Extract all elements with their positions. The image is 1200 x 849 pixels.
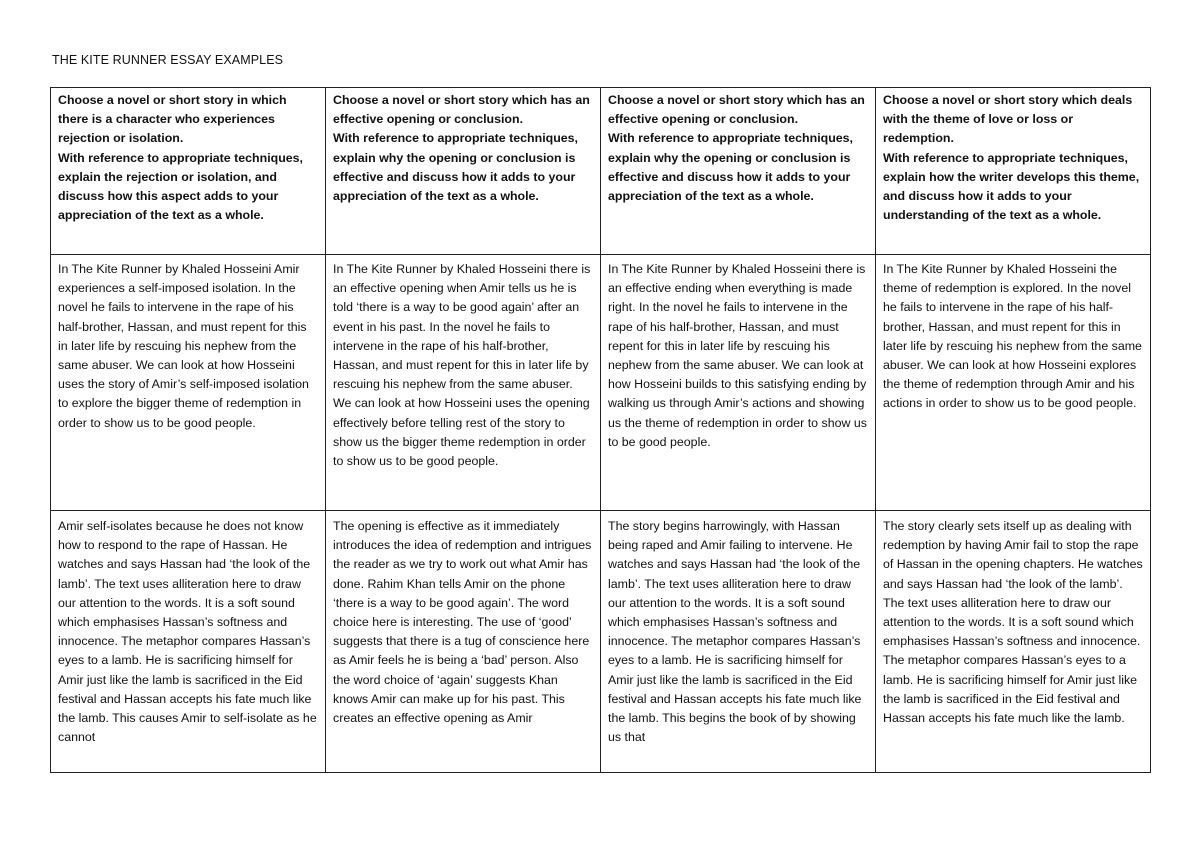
table-cell-prompt xyxy=(51,88,326,255)
prompt-text: Choose a novel or short story which has an effective opening or conclusion. With reference to appropriate techniques, explain why the opening or conclusion is effective and discuss how it adds to your appreciation of the text as a whole. xyxy=(333,93,590,204)
table-cell-introduction xyxy=(326,255,601,511)
analysis-text: The opening is effective as it immediately introduces the idea of redemption and intrigues the reader as we try to work out what Amir has done. Rahim Khan tells Amir on the phone ‘there is a way to be good again’. The word choice here is interesting. The use of ‘good’ suggests that there is a tug of conscience here as Amir feels he is being a ‘bad’ person. Also the word choice of ‘again’ suggests Khan knows Amir can make up for his past. This creates an effective opening as Amir xyxy=(333,519,592,726)
table-row-introductions xyxy=(51,255,1151,511)
table-cell-analysis xyxy=(601,511,876,773)
analysis-text: The story begins harrowingly, with Hassan being raped and Amir failing to intervene. He watches and says Hassan had ‘the look of the lamb’. The text uses alliteration here to draw our attention to the words. It is a soft sound which emphasises Hassan’s softness and innocence. The metaphor compares Hassan’s eyes to a lamb. He is sacrificing himself for Amir just like the lamb is sacrificed in the Eid festival and Hassan accepts his fate much like the lamb. This begins the book of by showing us that xyxy=(608,519,862,745)
table-cell-prompt xyxy=(876,88,1151,255)
table-cell-analysis xyxy=(51,511,326,773)
analysis-text: Amir self-isolates because he does not know how to respond to the rape of Hassan. He watches and says Hassan had ‘the look of the lamb’. The text uses alliteration here to draw our attention to the words. It is a soft sound which emphasises Hassan’s softness and innocence. The metaphor compares Hassan’s eyes to a lamb. He is sacrificing himself for Amir just like the lamb is sacrificed in the Eid festival and Hassan accepts his fate much like the lamb. This causes Amir to self-isolate as he cannot xyxy=(58,519,317,745)
introduction-text: In The Kite Runner by Khaled Hosseini there is an effective ending when everything is made right. In the novel he fails to intervene in the rape of his half-brother, Hassan, and must repent for this in later life by rescuing his nephew from the same abuser. We can look at how Hosseini builds to this satisfying ending by walking us through Amir’s actions and showing us the theme of redemption in order to show us to be good people. xyxy=(608,262,867,449)
table-cell-introduction xyxy=(51,255,326,511)
prompt-text: Choose a novel or short story which has an effective opening or conclusion. With reference to appropriate techniques, explain why the opening or conclusion is effective and discuss how it adds to your appreciation of the text as a whole. xyxy=(608,93,865,204)
document-title: THE KITE RUNNER ESSAY EXAMPLES xyxy=(52,53,284,67)
table-cell-analysis xyxy=(326,511,601,773)
analysis-text: The story clearly sets itself up as dealing with redemption by having Amir fail to stop the rape of Hassan in the opening chapters. He watches and says Hassan had ‘the look of the lamb’. The text uses alliteration here to draw our attention to the words. It is a soft sound which emphasises Hassan’s softness and innocence. The metaphor compares Hassan’s eyes to a lamb. He is sacrificing himself for Amir just like the lamb is sacrificed in the Eid festival and Hassan accepts his fate much like the lamb. xyxy=(883,519,1143,726)
table-cell-prompt xyxy=(326,88,601,255)
introduction-text: In The Kite Runner by Khaled Hosseini there is an effective opening when Amir tells us he is told ‘there is a way to be good again’ after an event in his past. In the novel he fails to intervene in the rape of his half-brother, Hassan, and must repent for this in later life by rescuing his nephew from the same abuser. We can look at how Hosseini uses the opening effectively before telling rest of the story to show us the bigger theme redemption in order to show us to be good people. xyxy=(333,262,591,469)
introduction-text: In The Kite Runner by Khaled Hosseini Amir experiences a self-imposed isolation. In the novel he fails to intervene in the rape of his half-brother, Hassan, and must repent for this in later life by rescuing his nephew from the same abuser. We can look at how Hosseini uses the story of Amir’s self-imposed isolation to explore the bigger theme of redemption in order to show us to be good people. xyxy=(58,262,309,430)
table-row-analyses xyxy=(51,511,1151,773)
table-cell-prompt xyxy=(601,88,876,255)
essay-examples-table xyxy=(50,87,1151,773)
table-cell-analysis xyxy=(876,511,1151,773)
table-cell-introduction xyxy=(876,255,1151,511)
prompt-text: Choose a novel or short story which deals with the theme of love or loss or redemption. With reference to appropriate techniques, explain how the writer develops this theme, and discuss how it adds to your understanding of the text as a whole. xyxy=(883,93,1140,223)
introduction-text: In The Kite Runner by Khaled Hosseini the theme of redemption is explored. In the novel he fails to intervene in the rape of his half-brother, Hassan, and must repent for this in later life by rescuing his nephew from the same abuser. We can look at how Hosseini explores the theme of redemption through Amir and his actions in order to show us to be good people. xyxy=(883,262,1142,411)
table-cell-introduction xyxy=(601,255,876,511)
table-row-prompts xyxy=(51,88,1151,255)
prompt-text: Choose a novel or short story in which there is a character who experiences rejection or isolation. With reference to appropriate techniques, explain the rejection or isolation, and discuss how this aspect adds to your appreciation of the text as a whole. xyxy=(58,93,303,223)
